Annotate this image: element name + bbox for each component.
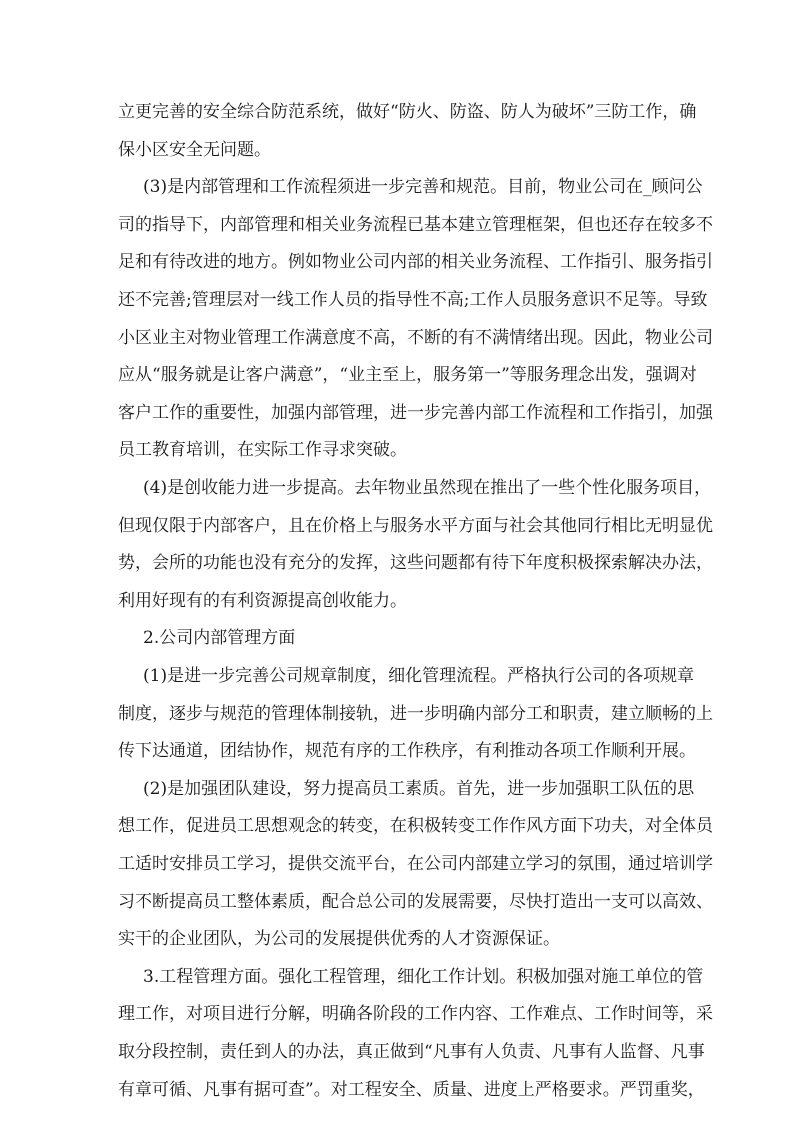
text-line: 有章可循、凡事有据可查”。对工程安全、质量、进度上严格要求。严罚重奖， <box>118 1079 705 1100</box>
text-line: 还不完善;管理层对一线工作人员的指导性不高;工作人员服务意识不足等。导致 <box>118 290 708 310</box>
text-line: 立更完善的安全综合防范系统，做好“防火、防盗、防人为破坏”三防工作，确 <box>118 102 697 122</box>
text-line: 习不断提高员工整体素质，配合总公司的发展需要，尽快打造出一支可以高效、 <box>118 891 713 912</box>
text-line: 势，会所的功能也没有充分的发挥，这些问题都有待下年度积极探索解决办法， <box>118 553 713 574</box>
text-line: 保小区安全无问题。 <box>118 139 271 160</box>
text-line: 应从“服务就是让客户满意”，“业主至上，服务第一”等服务理念出发，强调对 <box>118 365 697 386</box>
text-line: 理工作，对项目进行分解，明确各阶段的工作内容、工作难点、工作时间等，采 <box>118 1004 713 1025</box>
text-line: 员工教育培训，在实际工作寻求突破。 <box>118 440 407 461</box>
text-line: 取分段控制，责任到人的办法，真正做到“凡事有人负责、凡事有人监督、凡事 <box>118 1042 705 1062</box>
text-line: (2)是加强团队建设，努力提高员工素质。首先，进一步加强职工队伍的思 <box>143 778 695 799</box>
text-line: 足和有待改进的地方。例如物业公司内部的相关业务流程、工作指引、服务指引 <box>118 252 713 273</box>
text-line: 2.公司内部管理方面 <box>143 628 296 649</box>
text-line: 但现仅限于内部客户，且在价格上与服务水平方面与社会其他同行相比无明显优 <box>118 515 713 536</box>
text-line: (3)是内部管理和工作流程须进一步完善和规范。目前，物业公司在_顾问公 <box>143 177 703 198</box>
text-line: 小区业主对物业管理工作满意度不高，不断的有不满情绪出现。因此，物业公司 <box>118 327 713 348</box>
text-line: (4)是创收能力进一步提高。去年物业虽然现在推出了一些个性化服务项目， <box>143 478 712 498</box>
text-line: 传下达通道，团结协作，规范有序的工作秩序，有利推动各项工作顺利开展。 <box>118 741 696 762</box>
text-line: 客户工作的重要性，加强内部管理，进一步完善内部工作流程和工作指引，加强 <box>118 402 713 423</box>
text-line: 实干的企业团队，为公司的发展提供优秀的人才资源保证。 <box>118 929 560 950</box>
text-line: 制度，逐步与规范的管理体制接轨，进一步明确内部分工和职责，建立顺畅的上 <box>118 703 713 724</box>
text-line: 司的指导下，内部管理和相关业务流程已基本建立管理框架，但也还存在较多不 <box>118 214 713 235</box>
text-line: 工适时安排员工学习，提供交流平台，在公司内部建立学习的氛围，通过培训学 <box>118 854 713 874</box>
text-line: 想工作，促进员工思想观念的转变，在积极转变工作作风方面下功夫，对全体员 <box>118 816 713 837</box>
text-line: 利用好现有的有利资源提高创收能力。 <box>118 590 407 611</box>
text-line: (1)是进一步完善公司规章制度，细化管理流程。严格执行公司的各项规章 <box>143 666 695 686</box>
text-line: 3.工程管理方面。强化工程管理，细化工作计划。积极加强对施工单位的管 <box>143 966 704 987</box>
